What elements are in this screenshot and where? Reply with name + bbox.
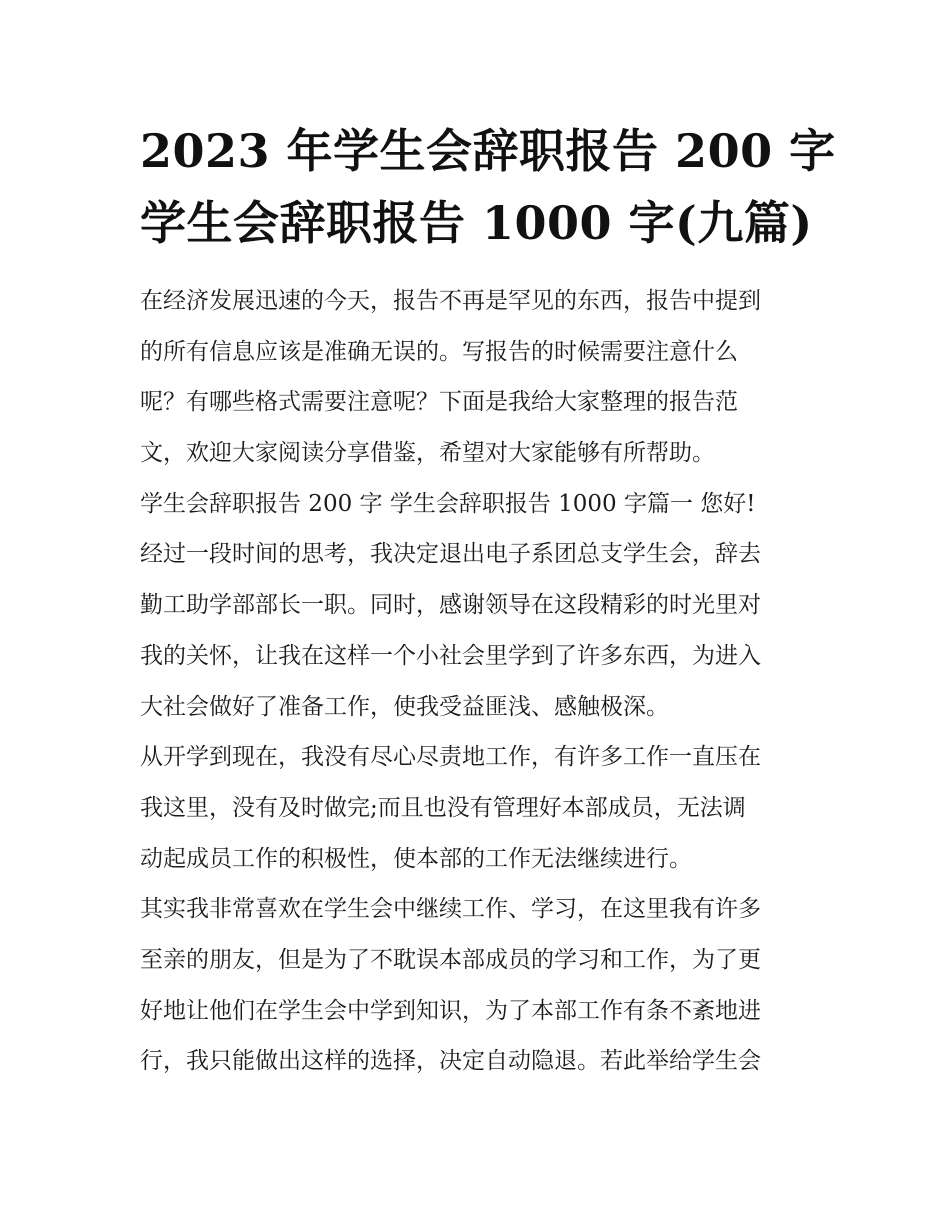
body-line: 大社会做好了准备工作，使我受益匪浅、感触极深。: [140, 693, 669, 720]
body-line: 呢？有哪些格式需要注意呢？下面是我给大家整理的报告范: [140, 389, 738, 416]
body-line: 在经济发展迅速的今天，报告不再是罕见的东西，报告中提到: [140, 288, 761, 314]
document-title: [140, 115, 836, 259]
body-line: 勤工助学部部长一职。同时，感谢领导在这段精彩的时光里对: [140, 592, 761, 619]
body-line: 的所有信息应该是准确无误的。写报告的时候需要注意什么: [140, 338, 738, 365]
body-line: 行，我只能做出这样的选择，决定自动隐退。若此举给学生会: [140, 1048, 761, 1075]
body-line: 我这里，没有及时做完;而且也没有管理好本部成员，无法调: [140, 794, 746, 821]
title-line: 2023 年学生会辞职报告 200 字: [140, 124, 836, 178]
title-line: 学生会辞职报告 1000 字(九篇): [140, 196, 813, 250]
body-line: 经过一段时间的思考，我决定退出电子系团总支学生会，辞去: [140, 541, 761, 568]
body-line: 动起成员工作的积极性，使本部的工作无法继续进行。: [140, 845, 692, 872]
body-line: 其实我非常喜欢在学生会中继续工作、学习，在这里我有许多: [140, 896, 761, 923]
body-line: 从开学到现在，我没有尽心尽责地工作，有许多工作一直压在: [140, 744, 761, 771]
body-line: 我的关怀，让我在这样一个小社会里学到了许多东西，为进入: [140, 642, 761, 669]
body-line: 至亲的朋友，但是为了不耽误本部成员的学习和工作，为了更: [140, 946, 761, 973]
document-body: [140, 276, 812, 1087]
body-line: 文，欢迎大家阅读分享借鉴，希望对大家能够有所帮助。: [140, 440, 715, 467]
section-heading-line: 学生会辞职报告 200 字 学生会辞职报告 1000 字篇一 您好!: [140, 490, 756, 517]
body-line: 好地让他们在学生会中学到知识，为了本部工作有条不紊地进: [140, 997, 761, 1024]
